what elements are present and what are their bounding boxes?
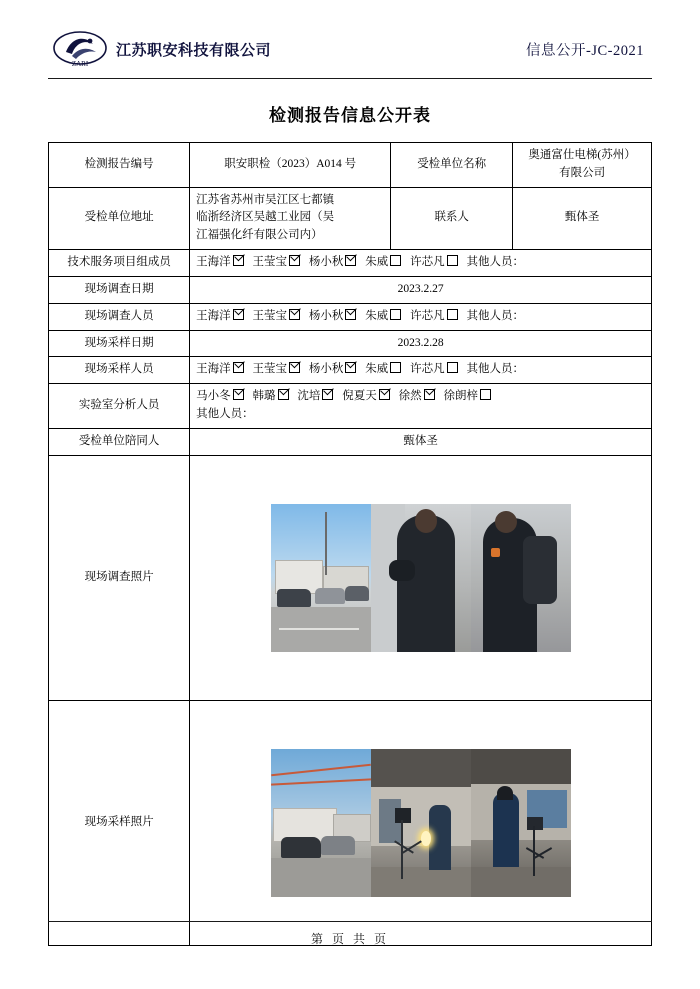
page-footer: 第 页 共 页 bbox=[48, 921, 652, 947]
company-logo-icon bbox=[52, 28, 108, 70]
survey-photo bbox=[271, 504, 571, 652]
checkbox-checked[interactable] bbox=[289, 309, 300, 320]
team-member bbox=[196, 254, 245, 272]
survey-staff-member bbox=[196, 308, 245, 326]
survey-staff-name: 杨小秋 bbox=[308, 309, 344, 322]
survey-date-label: 现场调查日期 bbox=[49, 276, 190, 303]
table-row bbox=[49, 357, 652, 384]
contact-value: 甄体圣 bbox=[513, 187, 652, 249]
checkbox-checked[interactable] bbox=[345, 309, 356, 320]
contact-label: 联系人 bbox=[391, 187, 513, 249]
lab-staff-name: 徐然 bbox=[398, 390, 422, 403]
checkbox-checked[interactable] bbox=[322, 389, 333, 400]
team-member bbox=[365, 254, 402, 272]
document-header bbox=[48, 22, 652, 79]
team-member bbox=[309, 254, 358, 272]
sample-photo-part-3 bbox=[471, 749, 571, 897]
lab-staff-member bbox=[342, 388, 391, 406]
checkbox-unchecked[interactable] bbox=[390, 255, 401, 266]
survey-staff-member bbox=[253, 308, 302, 326]
client-label: 受检单位名称 bbox=[391, 143, 513, 188]
survey-date-value: 2023.2.27 bbox=[190, 276, 652, 303]
checkbox-checked[interactable] bbox=[379, 389, 390, 400]
checkbox-checked[interactable] bbox=[233, 362, 244, 373]
lab-other-label: 其他人员： bbox=[196, 407, 254, 420]
address-label: 受检单位地址 bbox=[49, 187, 190, 249]
sample-staff-member bbox=[410, 361, 459, 379]
sample-staff-member bbox=[309, 361, 358, 379]
escort-value: 甄体圣 bbox=[190, 428, 652, 455]
table-row bbox=[49, 700, 652, 945]
sample-photo-wrap bbox=[196, 705, 645, 941]
address-value bbox=[190, 187, 391, 249]
checkbox-checked[interactable] bbox=[289, 362, 300, 373]
document-code: 信息公开-JC-2021 bbox=[526, 42, 644, 59]
checkbox-checked[interactable] bbox=[424, 389, 435, 400]
survey-staff-name: 王莹宝 bbox=[252, 309, 288, 322]
sample-photo-cell bbox=[190, 700, 652, 945]
sample-staff-name: 王海洋 bbox=[196, 363, 231, 376]
survey-staff-member bbox=[309, 308, 358, 326]
sample-staff-member bbox=[196, 361, 245, 379]
table-row bbox=[49, 250, 652, 277]
sample-photo-part-1 bbox=[271, 749, 371, 897]
checkbox-checked[interactable] bbox=[233, 309, 244, 320]
table-row bbox=[49, 187, 652, 249]
team-member-name: 杨小秋 bbox=[308, 256, 344, 269]
sample-staff-name: 杨小秋 bbox=[308, 363, 344, 376]
client-value-line2: 有限公司 bbox=[559, 166, 606, 179]
lab-staff-name: 韩璐 bbox=[252, 390, 276, 403]
sample-staff bbox=[190, 357, 652, 384]
checkbox-checked[interactable] bbox=[345, 255, 356, 266]
sample-date-label: 现场采样日期 bbox=[49, 330, 190, 357]
sample-staff-member bbox=[253, 361, 302, 379]
checkbox-checked[interactable] bbox=[345, 362, 356, 373]
checkbox-checked[interactable] bbox=[233, 255, 244, 266]
sample-other-label: 其他人员： bbox=[466, 363, 525, 376]
sample-staff-label: 现场采样人员 bbox=[49, 357, 190, 384]
survey-staff-name: 许芯凡 bbox=[410, 309, 445, 322]
survey-photo-label: 现场调查照片 bbox=[49, 455, 190, 700]
client-value-line1: 奥通富仕电梯(苏州） bbox=[528, 149, 636, 161]
page-title: 检测报告信息公开表 bbox=[269, 106, 431, 125]
table-row bbox=[49, 143, 652, 188]
team-label: 技术服务项目组成员 bbox=[49, 250, 190, 277]
lab-label: 实验室分析人员 bbox=[49, 384, 190, 429]
team-member-name: 许芯凡 bbox=[410, 256, 445, 269]
survey-staff-label: 现场调查人员 bbox=[49, 303, 190, 330]
survey-staff-name: 王海洋 bbox=[196, 309, 231, 322]
sample-staff-member bbox=[365, 361, 402, 379]
lab-staff-member bbox=[196, 388, 245, 406]
survey-staff-name: 朱威 bbox=[365, 309, 389, 322]
info-table bbox=[48, 142, 652, 946]
survey-photo-wrap bbox=[196, 460, 645, 696]
checkbox-unchecked[interactable] bbox=[447, 255, 458, 266]
report-no-value: 职安职检（2023）A014 号 bbox=[190, 143, 391, 188]
address-line2: 临浙经济区吴越工业园（吴 bbox=[196, 211, 335, 224]
lab-staff-member bbox=[253, 388, 290, 406]
table-row bbox=[49, 384, 652, 429]
survey-staff-member bbox=[410, 308, 459, 326]
team-member bbox=[410, 254, 459, 272]
address-line3: 江福强化纤有限公司内） bbox=[196, 229, 323, 242]
survey-staff-member bbox=[365, 308, 402, 326]
checkbox-checked[interactable] bbox=[278, 389, 289, 400]
lab-staff-member bbox=[297, 388, 334, 406]
report-no-label: 检测报告编号 bbox=[49, 143, 190, 188]
address-line1: 江苏省苏州市吴江区七都镇 bbox=[196, 193, 335, 206]
checkbox-checked[interactable] bbox=[233, 389, 244, 400]
team-member-name: 王海洋 bbox=[196, 256, 231, 269]
survey-photo-cell bbox=[190, 455, 652, 700]
team-member-name: 王莹宝 bbox=[252, 256, 288, 269]
survey-photo-part-1 bbox=[271, 504, 371, 652]
table-row bbox=[49, 303, 652, 330]
checkbox-unchecked[interactable] bbox=[390, 309, 401, 320]
survey-staff bbox=[190, 303, 652, 330]
checkbox-unchecked[interactable] bbox=[480, 389, 491, 400]
table-row bbox=[49, 276, 652, 303]
sample-staff-name: 许芯凡 bbox=[410, 363, 445, 376]
sample-photo-part-2 bbox=[371, 749, 471, 897]
sample-staff-name: 王莹宝 bbox=[252, 363, 288, 376]
team-other-label: 其他人员： bbox=[466, 256, 525, 269]
table-row bbox=[49, 428, 652, 455]
table-row bbox=[49, 455, 652, 700]
checkbox-unchecked[interactable] bbox=[390, 362, 401, 373]
lab-staff-name: 沈培 bbox=[297, 390, 321, 403]
team-members bbox=[190, 250, 652, 277]
lab-staff-name: 马小冬 bbox=[196, 390, 231, 403]
lab-staff-member bbox=[444, 388, 493, 406]
checkbox-checked[interactable] bbox=[289, 255, 300, 266]
lab-staff-name: 倪夏天 bbox=[342, 390, 377, 403]
lab-staff-line bbox=[196, 388, 645, 406]
client-value bbox=[513, 143, 652, 188]
sample-date-value: 2023.2.28 bbox=[190, 330, 652, 357]
sample-photo bbox=[271, 749, 571, 897]
sample-staff-name: 朱威 bbox=[365, 363, 389, 376]
team-member bbox=[253, 254, 302, 272]
escort-label: 受检单位陪同人 bbox=[49, 428, 190, 455]
lab-staff bbox=[190, 384, 652, 429]
svg-text:ZARI: ZARI bbox=[71, 60, 89, 68]
header-left bbox=[52, 28, 271, 70]
survey-photo-part-2 bbox=[371, 504, 471, 652]
lab-staff-name: 徐朗梓 bbox=[443, 390, 479, 403]
survey-other-label: 其他人员： bbox=[466, 309, 525, 322]
lab-staff-member bbox=[399, 388, 436, 406]
survey-photo-part-3 bbox=[471, 504, 571, 652]
company-name: 江苏职安科技有限公司 bbox=[116, 42, 272, 59]
checkbox-unchecked[interactable] bbox=[447, 309, 458, 320]
table-row bbox=[49, 330, 652, 357]
team-member-name: 朱威 bbox=[365, 256, 389, 269]
checkbox-unchecked[interactable] bbox=[447, 362, 458, 373]
sample-photo-label: 现场采样照片 bbox=[49, 700, 190, 945]
